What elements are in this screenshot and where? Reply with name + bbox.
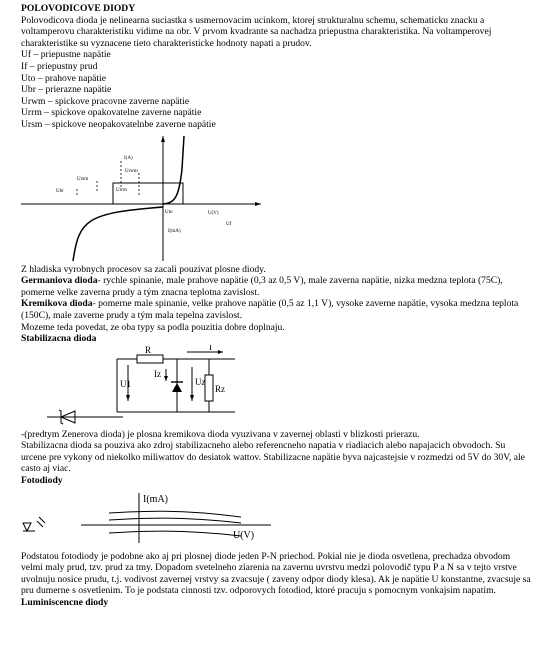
current-axis-arrow xyxy=(161,136,165,142)
symbol-list xyxy=(21,49,533,130)
resistor-r xyxy=(137,355,163,363)
silicon-text: - pomerne male spinanie, velke prahove napätie (0,5 az 1,1 V), vysoke zaverne napätie, vysoka medzna teplota (150C), male zaverne prudy a tým mala tepelna zavislost. xyxy=(21,298,519,321)
conclusion-paragraph: Mozeme teda povedat, ze oba typy sa podla pouzitia dobre doplnaju. xyxy=(21,321,285,333)
next-heading: Luminiscencne diody xyxy=(21,597,109,609)
zener-text-2: Stabilizacna dioda sa pouziva ako zdroj stabilizacneho alebo referencneho napatia v riadiacich alebo napajacich obvodoch. Su urcene pre vykony od niekolko miliwattov do desiatok wattov. Stabilizacne napätie byva najcastejsie v rozmedzi od 5V do 30V, ale casto aj viac. xyxy=(21,440,525,475)
symbol-item: Ubr – prierazne napätie xyxy=(21,84,112,96)
u1-label: U1 xyxy=(120,378,131,389)
photodiode-figure xyxy=(21,487,533,551)
urwm-label: Urwm xyxy=(125,168,138,174)
symbol-item: Uto – prahove napätie xyxy=(21,72,106,84)
uto-label: Uto xyxy=(165,209,173,215)
urrm-label: Urrm xyxy=(116,187,127,193)
symbol-item: Ursm – spickove neopakovatelnbe zaverne napätie xyxy=(21,118,216,130)
ubr-label: Ubr xyxy=(56,188,64,194)
forward-branch xyxy=(163,136,184,204)
symbol-item: Urwm – spickove pracovne zaverne napätie xyxy=(21,95,190,107)
uv-label: U(V) xyxy=(208,210,219,216)
ursm-label: Ursm xyxy=(77,176,89,182)
reverse-branch xyxy=(73,207,163,261)
photo-heading: Fotodiody xyxy=(21,475,63,487)
photo-text: Podstatou fotodiody je podobne ako aj pri plosnej diode jeden P-N priechod. Pokial nie je dioda osvetlena, prechadza obvodom velmi maly prud, tzv. prud za tmy. Dopadom svetelneho ziarenia na zavernu uvrstvu medzi polovodič typu P a N sa v tejto vrstve uvolnuju nosice prudu, t.j. vodivost zavernej vrstvy sa zvacsuje ( zaveny odpor diody klesa). Ak je napätie U konstantne, zvacsuje sa pru dumerne s osvetlenim. To je podstata cinnosti tzv. odporovych fotodiod, ktoré pracuju s pomocnym vonkajsim napatim. xyxy=(21,550,531,597)
intro-paragraph: Polovodicova dioda je nelinearna suciastka s usmernovacim ucinkom, ktorej strukturalnu schemu, schematicku znacku a voltamperovu charakteristiku vidime na obr. V prvom kvadrante sa nachadza priepustna charakteristika. Na voltamperovej charakteristike su vyznacene tieto charakteristicke hodnoty napati a prudov. xyxy=(21,14,492,49)
symbol-item: Urrm – spickove opakovatelne zaverne napätie xyxy=(21,107,202,119)
u1-arrowhead xyxy=(126,395,130,401)
history-paragraph: Z hladiska vyrobnych procesov sa zacali pouzivat plosne diody. xyxy=(21,263,266,275)
photo-x-label: U(V) xyxy=(233,529,255,541)
photodiode-diagram xyxy=(21,487,533,551)
symbol-item: Uf – priepustne napätie xyxy=(21,49,111,61)
germanium-paragraph xyxy=(21,275,533,298)
rz-label: Rz xyxy=(215,383,225,394)
photodiode-symbol xyxy=(23,523,35,531)
uz-arrowhead xyxy=(190,395,194,401)
i-label: I xyxy=(209,344,212,352)
iz-arrowhead xyxy=(164,376,168,381)
zener-heading: Stabilizacna dioda xyxy=(21,333,97,345)
photo-curve-1 xyxy=(109,511,241,517)
voltage-axis-arrow xyxy=(255,202,261,206)
resistor-rz xyxy=(205,375,213,401)
iz-label: Iz xyxy=(154,368,161,379)
page-title: POLOVODICOVE DIODY xyxy=(21,3,136,14)
photo-curve-3 xyxy=(109,531,241,536)
ima-label: I(mA) xyxy=(168,228,181,234)
document-page xyxy=(21,3,533,609)
uz-label: Uz xyxy=(195,376,206,387)
zener-figure xyxy=(21,345,533,429)
r-label: R xyxy=(145,344,152,355)
light-arrows xyxy=(37,517,45,527)
photo-curve-2 xyxy=(109,518,241,523)
silicon-heading: Kremikova dioda xyxy=(21,298,93,310)
iv-characteristic-plot xyxy=(21,131,261,264)
germanium-text: - rychle spinanie, male prahove napätie (0,3 az 0,5 V), male zaverna napätie, nizka medzna teplota (75C), pomerne velke zaverna prudy a tým znacna teplotna zavislost. xyxy=(21,275,503,298)
photo-y-label: I(mA) xyxy=(143,493,168,505)
zener-diode-triangle xyxy=(172,383,182,392)
iv-characteristic-figure xyxy=(21,131,533,264)
uf-label: Uf xyxy=(226,221,232,227)
zener-text-1: -(predtym Zenerova dioda) je plosna kremikova dioda vyuzivana v zavernej oblasti v blizkosti prierazu. xyxy=(21,428,420,440)
symbol-item: If – priepustny prud xyxy=(21,60,98,72)
germanium-heading: Germaniova dioda xyxy=(21,275,98,287)
zener-circuit-diagram xyxy=(21,345,533,429)
silicon-paragraph xyxy=(21,298,533,321)
i-arrowhead xyxy=(218,350,223,354)
if-label: I(A) xyxy=(124,155,133,161)
